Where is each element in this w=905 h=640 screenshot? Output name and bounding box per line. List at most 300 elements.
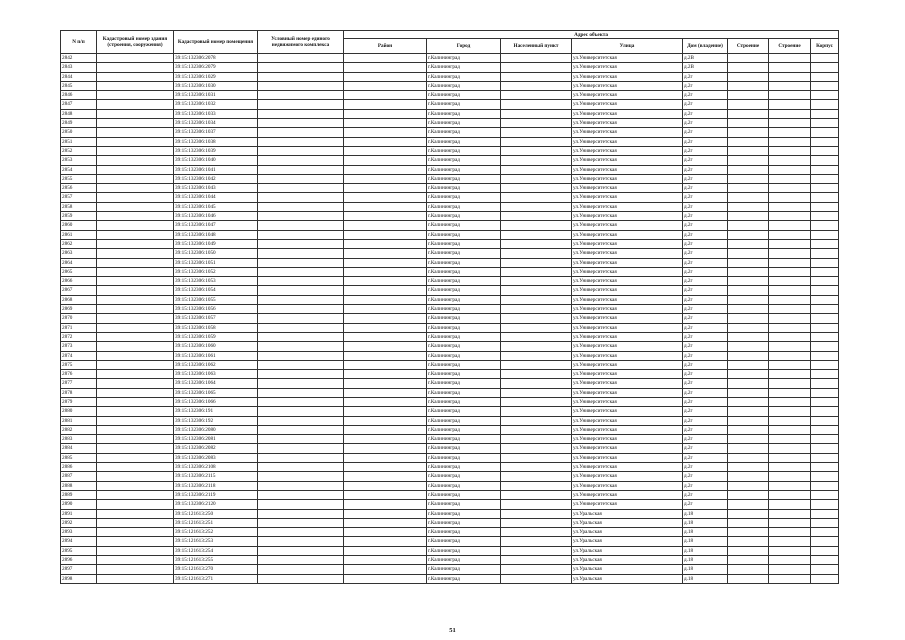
street-cell: ул.Университетская	[572, 54, 683, 63]
row-number: 2873	[61, 342, 97, 351]
building-cell	[769, 305, 811, 314]
flat-cell	[811, 165, 839, 174]
street-cell: ул.Университетская	[572, 435, 683, 444]
premise-cadastral-cell: 39:15:132306:1040	[174, 156, 258, 165]
table-row	[61, 100, 839, 109]
settlement-cell	[501, 91, 572, 100]
building-cadastral-cell	[97, 472, 174, 481]
city-cell: г.Калининград	[427, 230, 501, 239]
district-cell	[344, 435, 427, 444]
building-cadastral-cell	[97, 397, 174, 406]
building-cell	[769, 295, 811, 304]
complex-cell	[258, 249, 344, 258]
complex-cell	[258, 165, 344, 174]
header-flat: Корпус	[811, 39, 839, 54]
premise-cadastral-cell: 39:15:132306:1046	[174, 212, 258, 221]
row-number: 2877	[61, 379, 97, 388]
house-cell: д.2г	[683, 72, 728, 81]
table-row	[61, 370, 839, 379]
city-cell: г.Калининград	[427, 425, 501, 434]
complex-cell	[258, 546, 344, 555]
settlement-cell	[501, 500, 572, 509]
building-cell	[769, 81, 811, 90]
building-cell	[769, 444, 811, 453]
complex-cell	[258, 146, 344, 155]
premise-cadastral-cell: 39:15:132306:1030	[174, 81, 258, 90]
street-cell: ул.Университетская	[572, 323, 683, 332]
korpus-cell	[728, 119, 769, 128]
flat-cell	[811, 472, 839, 481]
city-cell: г.Калининград	[427, 109, 501, 118]
complex-cell	[258, 91, 344, 100]
district-cell	[344, 397, 427, 406]
settlement-cell	[501, 388, 572, 397]
header-house: Дом (владение)	[683, 39, 728, 54]
korpus-cell	[728, 286, 769, 295]
building-cell	[769, 518, 811, 527]
city-cell: г.Калининград	[427, 379, 501, 388]
flat-cell	[811, 407, 839, 416]
row-number: 2892	[61, 518, 97, 527]
complex-cell	[258, 370, 344, 379]
table-row	[61, 295, 839, 304]
street-cell: ул.Уральская	[572, 537, 683, 546]
city-cell: г.Калининград	[427, 239, 501, 248]
korpus-cell	[728, 416, 769, 425]
street-cell: ул.Университетская	[572, 481, 683, 490]
premise-cadastral-cell: 39:15:132306:1050	[174, 249, 258, 258]
district-cell	[344, 332, 427, 341]
complex-cell	[258, 109, 344, 118]
house-cell: д.18	[683, 556, 728, 565]
table-row	[61, 546, 839, 555]
building-cell	[769, 537, 811, 546]
district-cell	[344, 286, 427, 295]
house-cell: д.2г	[683, 425, 728, 434]
premise-cadastral-cell: 39:15:132306:2119	[174, 490, 258, 499]
district-cell	[344, 565, 427, 574]
house-cell: д.2г	[683, 323, 728, 332]
district-cell	[344, 518, 427, 527]
building-cadastral-cell	[97, 351, 174, 360]
building-cell	[769, 453, 811, 462]
complex-cell	[258, 72, 344, 81]
city-cell: г.Калининград	[427, 91, 501, 100]
building-cell	[769, 146, 811, 155]
district-cell	[344, 258, 427, 267]
settlement-cell	[501, 81, 572, 90]
complex-cell	[258, 342, 344, 351]
premise-cadastral-cell: 39:15:132306:2079	[174, 63, 258, 72]
table-row	[61, 91, 839, 100]
row-number: 2876	[61, 370, 97, 379]
premise-cadastral-cell: 39:15:121613:270	[174, 565, 258, 574]
building-cadastral-cell	[97, 54, 174, 63]
table-row	[61, 193, 839, 202]
korpus-cell	[728, 323, 769, 332]
korpus-cell	[728, 109, 769, 118]
table-row	[61, 425, 839, 434]
house-cell: д.2г	[683, 119, 728, 128]
table-row	[61, 360, 839, 369]
house-cell: д.2г	[683, 174, 728, 183]
street-cell: ул.Уральская	[572, 509, 683, 518]
district-cell	[344, 109, 427, 118]
building-cell	[769, 407, 811, 416]
complex-cell	[258, 574, 344, 583]
building-cadastral-cell	[97, 388, 174, 397]
row-number: 2884	[61, 444, 97, 453]
settlement-cell	[501, 305, 572, 314]
complex-cell	[258, 286, 344, 295]
building-cell	[769, 314, 811, 323]
building-cadastral-cell	[97, 444, 174, 453]
complex-cell	[258, 500, 344, 509]
street-cell: ул.Университетская	[572, 267, 683, 276]
building-cadastral-cell	[97, 435, 174, 444]
district-cell	[344, 295, 427, 304]
house-cell: д.2г	[683, 239, 728, 248]
settlement-cell	[501, 518, 572, 527]
korpus-cell	[728, 546, 769, 555]
building-cadastral-cell	[97, 174, 174, 183]
district-cell	[344, 54, 427, 63]
complex-cell	[258, 416, 344, 425]
street-cell: ул.Университетская	[572, 137, 683, 146]
settlement-cell	[501, 444, 572, 453]
building-cadastral-cell	[97, 91, 174, 100]
table-row	[61, 574, 839, 583]
building-cadastral-cell	[97, 546, 174, 555]
city-cell: г.Калининград	[427, 528, 501, 537]
header-n: N п/п	[61, 31, 97, 54]
flat-cell	[811, 453, 839, 462]
table-row	[61, 537, 839, 546]
building-cell	[769, 528, 811, 537]
building-cell	[769, 397, 811, 406]
building-cell	[769, 128, 811, 137]
korpus-cell	[728, 565, 769, 574]
street-cell: ул.Университетская	[572, 397, 683, 406]
district-cell	[344, 351, 427, 360]
settlement-cell	[501, 472, 572, 481]
street-cell: ул.Университетская	[572, 63, 683, 72]
building-cadastral-cell	[97, 332, 174, 341]
premise-cadastral-cell: 39:15:132306:191	[174, 407, 258, 416]
korpus-cell	[728, 258, 769, 267]
complex-cell	[258, 212, 344, 221]
table-row	[61, 453, 839, 462]
city-cell: г.Калининград	[427, 119, 501, 128]
korpus-cell	[728, 72, 769, 81]
house-cell: д.2г	[683, 184, 728, 193]
table-row	[61, 277, 839, 286]
street-cell: ул.Университетская	[572, 305, 683, 314]
complex-cell	[258, 397, 344, 406]
street-cell: ул.Университетская	[572, 286, 683, 295]
row-number: 2862	[61, 239, 97, 248]
header-korpus: Строение	[728, 39, 769, 54]
korpus-cell	[728, 425, 769, 434]
complex-cell	[258, 565, 344, 574]
house-cell: д.2В	[683, 54, 728, 63]
korpus-cell	[728, 407, 769, 416]
house-cell: д.2г	[683, 156, 728, 165]
city-cell: г.Калининград	[427, 472, 501, 481]
row-number: 2888	[61, 481, 97, 490]
settlement-cell	[501, 565, 572, 574]
settlement-cell	[501, 528, 572, 537]
flat-cell	[811, 146, 839, 155]
table-row	[61, 128, 839, 137]
building-cadastral-cell	[97, 258, 174, 267]
building-cadastral-cell	[97, 407, 174, 416]
row-number: 2872	[61, 332, 97, 341]
korpus-cell	[728, 574, 769, 583]
building-cadastral-cell	[97, 202, 174, 211]
building-cell	[769, 435, 811, 444]
complex-cell	[258, 305, 344, 314]
premise-cadastral-cell: 39:15:121613:252	[174, 528, 258, 537]
building-cadastral-cell	[97, 360, 174, 369]
premise-cadastral-cell: 39:15:132306:1031	[174, 91, 258, 100]
row-number: 2882	[61, 425, 97, 434]
table-row	[61, 286, 839, 295]
building-cadastral-cell	[97, 342, 174, 351]
house-cell: д.2г	[683, 490, 728, 499]
street-cell: ул.Университетская	[572, 342, 683, 351]
korpus-cell	[728, 202, 769, 211]
korpus-cell	[728, 295, 769, 304]
row-number: 2864	[61, 258, 97, 267]
complex-cell	[258, 528, 344, 537]
table-row	[61, 500, 839, 509]
premise-cadastral-cell: 39:15:132306:2081	[174, 435, 258, 444]
table-row	[61, 305, 839, 314]
district-cell	[344, 463, 427, 472]
flat-cell	[811, 323, 839, 332]
korpus-cell	[728, 360, 769, 369]
settlement-cell	[501, 397, 572, 406]
korpus-cell	[728, 528, 769, 537]
house-cell: д.2г	[683, 81, 728, 90]
city-cell: г.Калининград	[427, 323, 501, 332]
house-cell: д.2г	[683, 481, 728, 490]
complex-cell	[258, 444, 344, 453]
building-cadastral-cell	[97, 518, 174, 527]
city-cell: г.Калининград	[427, 342, 501, 351]
premise-cadastral-cell: 39:15:132306:1057	[174, 314, 258, 323]
city-cell: г.Калининград	[427, 388, 501, 397]
street-cell: ул.Университетская	[572, 277, 683, 286]
premise-cadastral-cell: 39:15:132306:1052	[174, 267, 258, 276]
flat-cell	[811, 230, 839, 239]
building-cadastral-cell	[97, 425, 174, 434]
complex-cell	[258, 314, 344, 323]
korpus-cell	[728, 370, 769, 379]
building-cell	[769, 239, 811, 248]
settlement-cell	[501, 221, 572, 230]
header-building-cadastral: Кадастровый номер здания (строения, сооружения)	[97, 31, 174, 54]
flat-cell	[811, 518, 839, 527]
building-cadastral-cell	[97, 100, 174, 109]
building-cell	[769, 379, 811, 388]
flat-cell	[811, 258, 839, 267]
premise-cadastral-cell: 39:15:121613:271	[174, 574, 258, 583]
house-cell: д.18	[683, 518, 728, 527]
header-premise-cadastral: Кадастровый номер помещения	[174, 31, 258, 54]
table-row	[61, 435, 839, 444]
settlement-cell	[501, 314, 572, 323]
house-cell: д.2г	[683, 444, 728, 453]
house-cell: д.2г	[683, 193, 728, 202]
house-cell: д.2г	[683, 109, 728, 118]
building-cell	[769, 258, 811, 267]
building-cell	[769, 267, 811, 276]
building-cadastral-cell	[97, 63, 174, 72]
building-cell	[769, 332, 811, 341]
house-cell: д.2г	[683, 388, 728, 397]
street-cell: ул.Университетская	[572, 230, 683, 239]
register-table	[60, 30, 839, 584]
city-cell: г.Калининград	[427, 556, 501, 565]
flat-cell	[811, 397, 839, 406]
row-number: 2886	[61, 463, 97, 472]
settlement-cell	[501, 295, 572, 304]
street-cell: ул.Университетская	[572, 165, 683, 174]
district-cell	[344, 221, 427, 230]
korpus-cell	[728, 463, 769, 472]
building-cell	[769, 323, 811, 332]
street-cell: ул.Университетская	[572, 407, 683, 416]
building-cell	[769, 193, 811, 202]
building-cadastral-cell	[97, 128, 174, 137]
premise-cadastral-cell: 39:15:132306:1032	[174, 100, 258, 109]
row-number: 2859	[61, 212, 97, 221]
header-city: Город	[427, 39, 501, 54]
flat-cell	[811, 574, 839, 583]
house-cell: д.2г	[683, 277, 728, 286]
premise-cadastral-cell: 39:15:132306:1062	[174, 360, 258, 369]
complex-cell	[258, 537, 344, 546]
korpus-cell	[728, 379, 769, 388]
building-cell	[769, 509, 811, 518]
building-cell	[769, 230, 811, 239]
house-cell: д.2г	[683, 258, 728, 267]
house-cell: д.2г	[683, 305, 728, 314]
building-cell	[769, 370, 811, 379]
flat-cell	[811, 91, 839, 100]
street-cell: ул.Университетская	[572, 370, 683, 379]
table-row	[61, 407, 839, 416]
city-cell: г.Калининград	[427, 295, 501, 304]
table-row	[61, 323, 839, 332]
premise-cadastral-cell: 39:15:132306:1038	[174, 137, 258, 146]
building-cell	[769, 472, 811, 481]
korpus-cell	[728, 444, 769, 453]
row-number: 2897	[61, 565, 97, 574]
flat-cell	[811, 435, 839, 444]
complex-cell	[258, 481, 344, 490]
premise-cadastral-cell: 39:15:132306:1065	[174, 388, 258, 397]
row-number: 2856	[61, 184, 97, 193]
house-cell: д.18	[683, 565, 728, 574]
table-row	[61, 212, 839, 221]
building-cadastral-cell	[97, 509, 174, 518]
city-cell: г.Калининград	[427, 351, 501, 360]
settlement-cell	[501, 342, 572, 351]
building-cell	[769, 202, 811, 211]
street-cell: ул.Университетская	[572, 100, 683, 109]
row-number: 2857	[61, 193, 97, 202]
building-cell	[769, 91, 811, 100]
city-cell: г.Калининград	[427, 212, 501, 221]
district-cell	[344, 128, 427, 137]
flat-cell	[811, 109, 839, 118]
building-cell	[769, 490, 811, 499]
city-cell: г.Калининград	[427, 137, 501, 146]
flat-cell	[811, 63, 839, 72]
flat-cell	[811, 267, 839, 276]
korpus-cell	[728, 305, 769, 314]
settlement-cell	[501, 490, 572, 499]
district-cell	[344, 342, 427, 351]
flat-cell	[811, 137, 839, 146]
settlement-cell	[501, 128, 572, 137]
complex-cell	[258, 221, 344, 230]
city-cell: г.Калининград	[427, 184, 501, 193]
table-row	[61, 109, 839, 118]
flat-cell	[811, 351, 839, 360]
building-cadastral-cell	[97, 370, 174, 379]
street-cell: ул.Университетская	[572, 388, 683, 397]
row-number: 2867	[61, 286, 97, 295]
settlement-cell	[501, 453, 572, 462]
flat-cell	[811, 81, 839, 90]
building-cadastral-cell	[97, 500, 174, 509]
building-cadastral-cell	[97, 305, 174, 314]
korpus-cell	[728, 230, 769, 239]
row-number: 2842	[61, 54, 97, 63]
city-cell: г.Калининград	[427, 63, 501, 72]
city-cell: г.Калининград	[427, 128, 501, 137]
settlement-cell	[501, 463, 572, 472]
settlement-cell	[501, 230, 572, 239]
city-cell: г.Калининград	[427, 500, 501, 509]
flat-cell	[811, 360, 839, 369]
house-cell: д.2г	[683, 332, 728, 341]
settlement-cell	[501, 72, 572, 81]
city-cell: г.Калининград	[427, 202, 501, 211]
korpus-cell	[728, 91, 769, 100]
table-row	[61, 490, 839, 499]
building-cell	[769, 184, 811, 193]
row-number: 2843	[61, 63, 97, 72]
building-cadastral-cell	[97, 137, 174, 146]
korpus-cell	[728, 397, 769, 406]
street-cell: ул.Университетская	[572, 258, 683, 267]
street-cell: ул.Университетская	[572, 193, 683, 202]
korpus-cell	[728, 342, 769, 351]
complex-cell	[258, 453, 344, 462]
house-cell: д.2г	[683, 342, 728, 351]
premise-cadastral-cell: 39:15:132306:1051	[174, 258, 258, 267]
building-cell	[769, 342, 811, 351]
row-number: 2858	[61, 202, 97, 211]
settlement-cell	[501, 360, 572, 369]
flat-cell	[811, 565, 839, 574]
flat-cell	[811, 546, 839, 555]
